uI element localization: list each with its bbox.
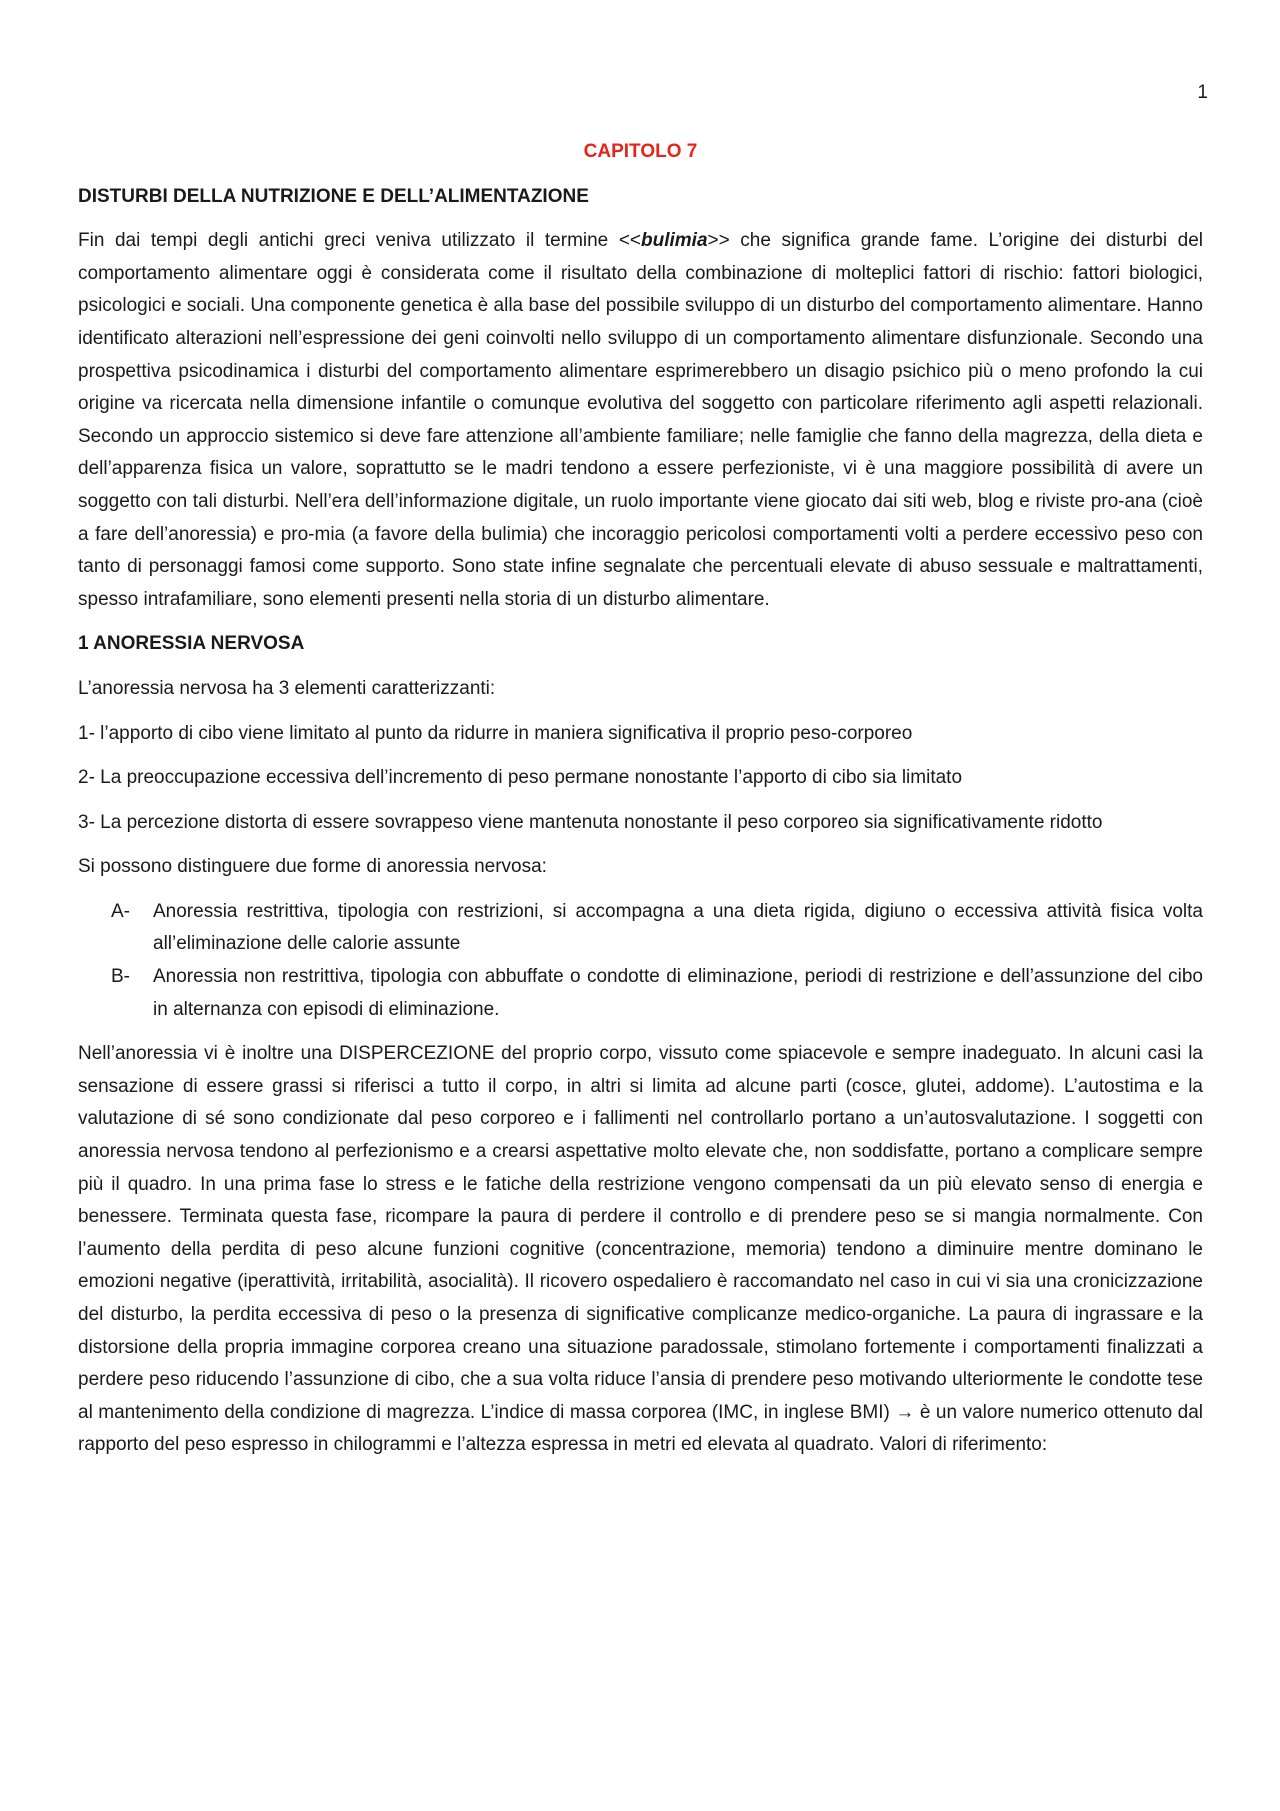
anorexia-body-paragraph: [78, 1038, 1203, 1462]
forms-list: [78, 896, 1203, 1026]
list-item: [111, 896, 1203, 961]
anorexia-element-1: 1- l’apporto di cibo viene limitato al punto da ridurre in maniera significativa il proprio peso-corporeo: [78, 722, 913, 744]
body-text-before-arrow: Nell’anoressia vi è inoltre una DISPERCEZIONE del proprio corpo, vissuto come spiacevole e sempre inadeguato. In alcuni casi la sensazione di essere grassi si riferisci a tutto il corpo, in altri si limita ad alcune parti (cosce, glutei, addome). L’autostima e la valutazione di sé sono condizionate dal peso corporeo e i fallimenti nel controllarlo portano a un’autosvalutazione. I soggetti con anoressia nervosa tendono al perfezionismo e a crearsi aspettative molto elevate che, non soddisfatte, portano a complicare sempre più il quadro. In una prima fase lo stress e le fatiche della restrizione vengono compensati da un più elevato senso di energia e benessere. Terminata questa fase, ricompare la paura di perdere il controllo e di prendere peso se si mangia normalmente. Con l’aumento della perdita di peso alcune funzioni cognitive (concentrazione, memoria) tendono a diminuire mentre dominano le emozioni negative (iperattività, irritabilità, asocialità). Il ricovero ospedaliero è raccomandato nel caso in cui vi sia una cronicizzazione del disturbo, la perdita eccessiva di peso o la presenza di significative complicanze medico-organiche. La paura di ingrassare e la distorsione della propria immagine corporea creano una situazione paradossale, stimolano fortemente i comportamenti finalizzati a perdere peso riducendo l’assunzione di cibo, che a sua volta riduce l’ansia di prendere peso motivando ulteriormente le condotte tese al mantenimento della condizione di magrezza. L’indice di massa corporea (IMC, in inglese BMI): [78, 1043, 1203, 1423]
body-text-after-arrow: è un valore numerico ottenuto dal rapporto del peso espresso in chilogrammi e l’altezza espressa in metri ed elevata al quadrato. Valori di riferimento:: [78, 1401, 1203, 1456]
list-marker: A-: [111, 900, 130, 922]
list-item: [111, 961, 1203, 1026]
intro-text-before: Fin dai tempi degli antichi greci veniva utilizzato il termine <<: [78, 230, 642, 252]
document-body: [78, 136, 1203, 1474]
forms-lead: Si possono distinguere due forme di anoressia nervosa:: [78, 856, 547, 878]
arrow-right-icon: →: [895, 1401, 915, 1423]
anorexia-element-3: 3- La percezione distorta di essere sovrappeso viene mantenuta nonostante il peso corporeo sia significativamente ridotto: [78, 811, 1103, 833]
intro-paragraph: [78, 225, 1203, 616]
section-title: DISTURBI DELLA NUTRIZIONE E DELL’ALIMENTAZIONE: [78, 185, 589, 207]
anorexia-heading: 1 ANORESSIA NERVOSA: [78, 633, 305, 655]
bulimia-term: bulimia: [641, 230, 708, 252]
anorexia-element-2: 2- La preoccupazione eccessiva dell’incremento di peso permane nonostante l’apporto di cibo sia limitato: [78, 767, 963, 789]
intro-text-after: >> che significa grande fame. L’origine dei disturbi del comportamento alimentare oggi è considerata come il risultato della combinazione di molteplici fattori di rischio: fattori biologici, psicologici e sociali. Una componente genetica è alla base del possibile sviluppo di un disturbo del comportamento alimentare. Hanno identificato alterazioni nell’espressione dei geni coinvolti nello sviluppo di un comportamento alimentare disfunzionale. Secondo una prospettiva psicodinamica i disturbi del comportamento alimentare esprimerebbero un disagio psichico più o meno profondo la cui origine va ricercata nella dimensione infantile o comunque evolutiva del soggetto con particolare riferimento agli aspetti relazionali. Secondo un approccio sistemico si deve fare attenzione all’ambiente familiare; nelle famiglie che fanno della magrezza, della dieta e dell’apparenza fisica un valore, soprattutto se le madri tendono a essere perfezioniste, vi è una maggiore possibilità di avere un soggetto con tali disturbi. Nell’era dell’informazione digitale, un ruolo importante viene giocato dai siti web, blog e riviste pro-ana (cioè a fare dell’anoressia) e pro-mia (a favore della bulimia) che incoraggio pericolosi comportamenti volti a perdere eccessivo peso con tanto di personaggi famosi come supporto. Sono state infine segnalate che percentuali elevate di abuso sessuale e maltrattamenti, spesso intrafamiliare, sono elementi presenti nella storia di un disturbo alimentare.: [78, 230, 1203, 610]
anorexia-lead: L’anoressia nervosa ha 3 elementi caratterizzanti:: [78, 677, 496, 699]
list-marker: B-: [111, 966, 130, 988]
chapter-title: CAPITOLO 7: [583, 141, 698, 162]
list-item-text: Anoressia non restrittiva, tipologia con abbuffate o condotte di eliminazione, periodi di restrizione e dell’assunzione del cibo in alternanza con episodi di eliminazione.: [153, 966, 1203, 1020]
list-item-text: Anoressia restrittiva, tipologia con restrizioni, si accompagna a una dieta rigida, digiuno o eccessiva attività fisica volta all’eliminazione delle calorie assunte: [153, 900, 1203, 955]
page-number: 1: [1197, 82, 1208, 103]
